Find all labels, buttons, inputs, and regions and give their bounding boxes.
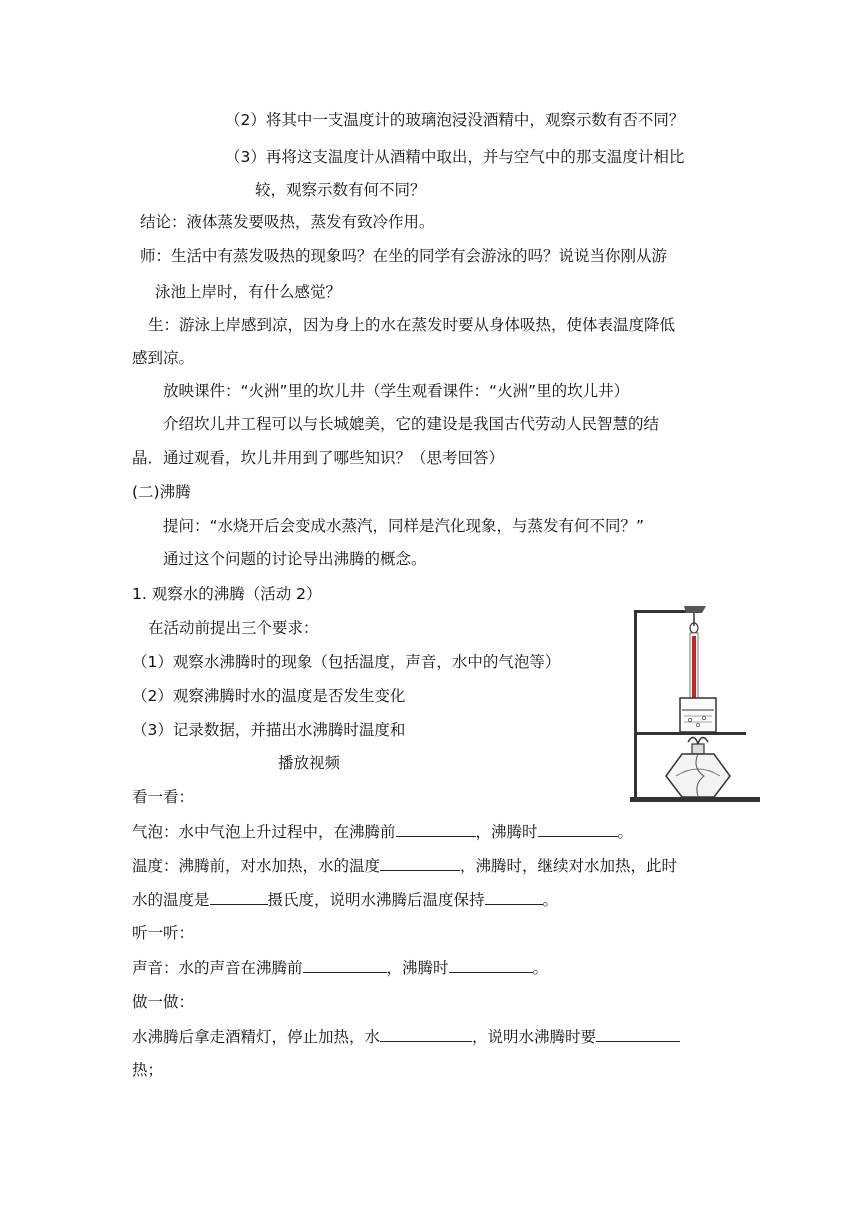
look-heading: 看一看： bbox=[132, 788, 195, 806]
question-line: 提问：“水烧开后会变成水蒸汽，同样是汽化现象，与蒸发有何不同？” bbox=[163, 517, 645, 535]
requirements-intro: 在活动前提出三个要求： bbox=[148, 619, 319, 637]
courseware-line: 放映课件：“火洲”里的坎儿井（学生观看课件：“火洲”里的坎儿井） bbox=[163, 382, 630, 400]
temp-text-b: ，沸腾时，继续对水加热，此时 bbox=[460, 857, 678, 875]
clamp-head bbox=[684, 606, 706, 613]
temp-text-d: 摄氏度，说明水沸腾后温度保持 bbox=[267, 891, 485, 909]
do-heading: 做一做： bbox=[132, 993, 195, 1011]
doit-text-a: 水沸腾后拿走酒精灯，停止加热，水 bbox=[132, 1028, 381, 1046]
bubbles-text-b: ，沸腾时 bbox=[475, 823, 538, 841]
sound-line bbox=[132, 958, 548, 978]
conclusion: 结论：液体蒸发要吸热，蒸发有致冷作用。 bbox=[140, 213, 435, 231]
stand-rod bbox=[634, 610, 637, 798]
temp-blank-keep[interactable] bbox=[485, 890, 543, 905]
flame bbox=[688, 737, 708, 744]
intro-line1: 介绍坎儿井工程可以与长城媲美，它的建设是我国古代劳动人民智慧的结 bbox=[163, 415, 660, 433]
temp-blank-before[interactable] bbox=[380, 856, 460, 871]
step-3-line2: 较，观察示数有何不同？ bbox=[255, 181, 426, 199]
thermometer-liquid bbox=[692, 636, 696, 702]
bubbles-blank-before[interactable] bbox=[396, 822, 476, 837]
step-2: （2）将其中一支温度计的玻璃泡浸没酒精中，观察示数有否不同？ bbox=[225, 111, 685, 129]
bubbles-text-a: 气泡：水中气泡上升过程中，在沸腾前 bbox=[132, 823, 396, 841]
doit-text-b: ，说明水沸腾时要 bbox=[472, 1028, 597, 1046]
student-line2: 感到凉。 bbox=[132, 349, 195, 367]
play-video-label: 播放视频 bbox=[278, 754, 341, 772]
listen-heading: 听一听： bbox=[132, 924, 195, 942]
temp-text-c: 水的温度是 bbox=[132, 891, 210, 909]
activity-heading: 1. 观察水的沸腾（活动 2） bbox=[132, 585, 322, 603]
lamp-neck bbox=[692, 744, 704, 754]
sound-text-c: 。 bbox=[532, 959, 549, 977]
sound-text-b: ，沸腾时 bbox=[386, 959, 449, 977]
temperature-line2 bbox=[132, 890, 558, 910]
requirement-3: （3）记录数据，并描出水沸腾时温度和 bbox=[132, 721, 406, 739]
section-title-boiling: (二)沸腾 bbox=[132, 483, 191, 501]
step-3-line1: （3）再将这支温度计从酒精中取出，并与空气中的那支温度计相比 bbox=[225, 148, 685, 166]
teacher-line1: 师：生活中有蒸发吸热的现象吗？在坐的同学有会游泳的吗？说说当你刚从游 bbox=[140, 247, 668, 265]
student-line1: 生：游泳上岸感到凉，因为身上的水在蒸发时要从身体吸热，使体表温度降低 bbox=[148, 316, 676, 334]
bubbles-text-c: 。 bbox=[617, 823, 634, 841]
sound-text-a: 声音：水的声音在沸腾前 bbox=[132, 959, 303, 977]
boiling-apparatus-figure bbox=[624, 604, 766, 804]
doit-line2: 热； bbox=[132, 1061, 164, 1079]
bubbles-blank-during[interactable] bbox=[538, 822, 618, 837]
temperature-line1 bbox=[132, 856, 677, 876]
sound-blank-during[interactable] bbox=[449, 958, 533, 973]
temp-text-a: 温度：沸腾前，对水加热，水的温度 bbox=[132, 857, 381, 875]
temp-blank-degrees[interactable] bbox=[210, 890, 268, 905]
alcohol-lamp bbox=[666, 754, 730, 797]
teacher-line2: 泳池上岸时，有什么感觉？ bbox=[155, 283, 342, 301]
requirement-2: （2）观察沸腾时水的温度是否发生变化 bbox=[132, 687, 406, 705]
sound-blank-before[interactable] bbox=[303, 958, 387, 973]
derive-line: 通过这个问题的讨论导出沸腾的概念。 bbox=[163, 550, 427, 568]
requirement-1: （1）观察水沸腾时的现象（包括温度，声音，水中的气泡等） bbox=[132, 653, 561, 671]
doit-blank-heat[interactable] bbox=[596, 1027, 680, 1042]
bubbles-line bbox=[132, 822, 633, 842]
intro-line2: 晶．通过观看，坎儿井用到了哪些知识？（思考回答） bbox=[132, 449, 505, 467]
doit-blank-water[interactable] bbox=[380, 1027, 472, 1042]
doit-line1 bbox=[132, 1027, 680, 1047]
temp-text-e: 。 bbox=[542, 891, 559, 909]
